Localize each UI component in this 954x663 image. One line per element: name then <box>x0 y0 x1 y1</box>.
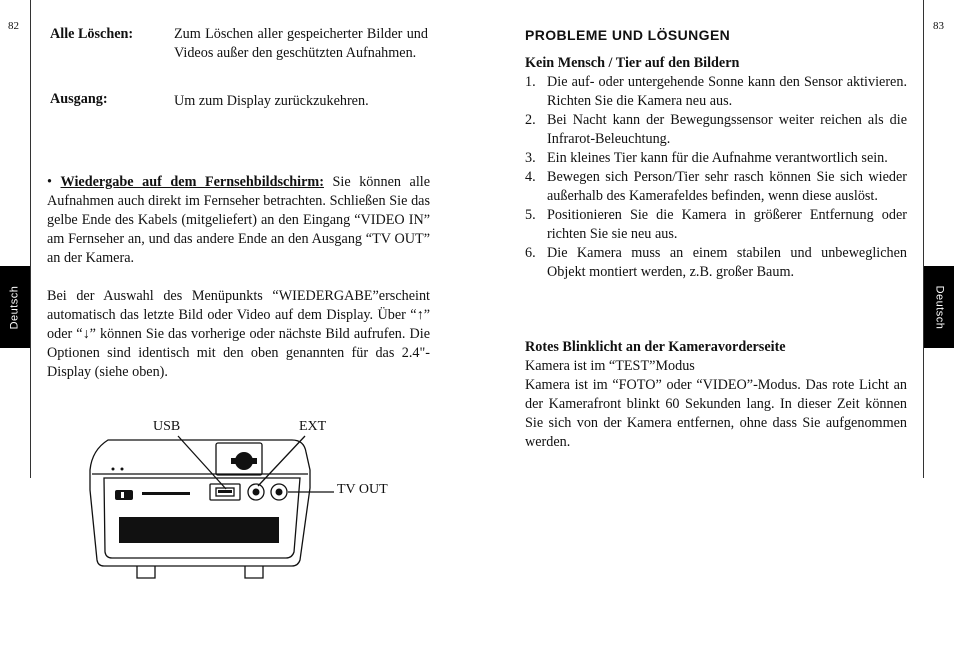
right-margin-rule <box>923 0 924 478</box>
list-text: Die Kamera muss an einem stabilen und unbeweglichen Objekt montiert werden, z.B. großer Baum. <box>547 245 907 280</box>
diagram-label-usb: USB <box>153 419 181 434</box>
tv-playback-text: Sie können alle Aufnahmen auch direkt im Fernseher betrachten. Schließen Sie das gelbe Ende des Kabels (mitgeliefert) an den Eingang “VIDEO IN” am Fernseher an, und das andere Ende an den Ausgang “TV OUT” an der Kamera. <box>47 174 431 266</box>
list-item <box>525 168 907 206</box>
list-text: Bei Nacht kann der Bewegungssensor weiter reichen als die Infrarot-Beleuchtung. <box>547 112 907 147</box>
problem1-solutions-list <box>525 73 907 282</box>
list-text: Die auf- oder untergehende Sonne kann den Sensor aktivieren. Richten Sie die Kamera neu aus. <box>547 74 907 109</box>
problem2-line1: Kamera ist im “TEST”Modus <box>525 358 695 374</box>
bullet: • <box>47 174 52 190</box>
problem2-title: Rotes Blinklicht an der Kameravorderseite <box>525 339 786 355</box>
language-tab-label: Deutsch <box>933 285 946 329</box>
section-title: PROBLEME UND LÖSUNGEN <box>525 27 731 43</box>
diagram-label-tv-out: TV OUT <box>337 482 388 497</box>
list-item <box>525 244 907 282</box>
language-tab-label: Deutsch <box>8 285 21 329</box>
definition-term-delete-all: Alle Löschen: <box>50 26 134 42</box>
list-item <box>525 149 907 168</box>
page-number-left: 82 <box>8 20 19 32</box>
list-number: 4. <box>525 169 536 185</box>
list-number: 3. <box>525 150 536 166</box>
list-text: Bewegen sich Person/Tier sehr rasch können Sie sich wieder außerhalb des Kamerafeldes befinden, wenn diese auslöst. <box>547 169 907 204</box>
problem2-paragraph: Kamera ist im “FOTO” oder “VIDEO”-Modus. Das rote Licht an der Kamerafront blinkt 60 Sekunden lang. In dieser Zeit können Sie sich von der Kamera entfernen, ohne dass Sie aufgenommen werden. <box>525 377 907 450</box>
list-number: 2. <box>525 112 536 128</box>
tv-playback-heading: Wiedergabe auf dem Fernsehbildschirm: <box>60 174 324 190</box>
page-number-right: 83 <box>933 20 944 32</box>
list-item <box>525 73 907 111</box>
definition-desc-exit: Um zum Display zurückzukehren. <box>174 93 369 109</box>
list-item <box>525 111 907 149</box>
list-text: Ein kleines Tier kann für die Aufnahme verantwortlich sein. <box>547 150 888 166</box>
language-tab-right <box>924 266 954 348</box>
list-text: Positionieren Sie die Kamera in größerer Entfernung oder richten Sie sie neu aus. <box>547 207 907 242</box>
problem1-title: Kein Mensch / Tier auf den Bildern <box>525 55 740 71</box>
list-number: 5. <box>525 207 536 223</box>
diagram-label-ext: EXT <box>299 419 327 434</box>
playback-paragraph: Bei der Auswahl des Menüpunkts “WIEDERGABE”erscheint automatisch das letzte Bild oder Video auf dem Display. Über “↑” oder “↓” können Sie das vorherige oder nächste Bild aufrufen. Die Optionen sind identisch mit den oben genannten für das 2.4"-Display (siehe oben). <box>47 288 430 380</box>
list-number: 6. <box>525 245 536 261</box>
list-item <box>525 206 907 244</box>
definition-desc-delete-all: Zum Löschen aller gespeicherter Bilder und Videos außer den geschützten Aufnahmen. <box>174 26 428 61</box>
definition-term-exit: Ausgang: <box>50 91 108 107</box>
list-number: 1. <box>525 74 536 90</box>
